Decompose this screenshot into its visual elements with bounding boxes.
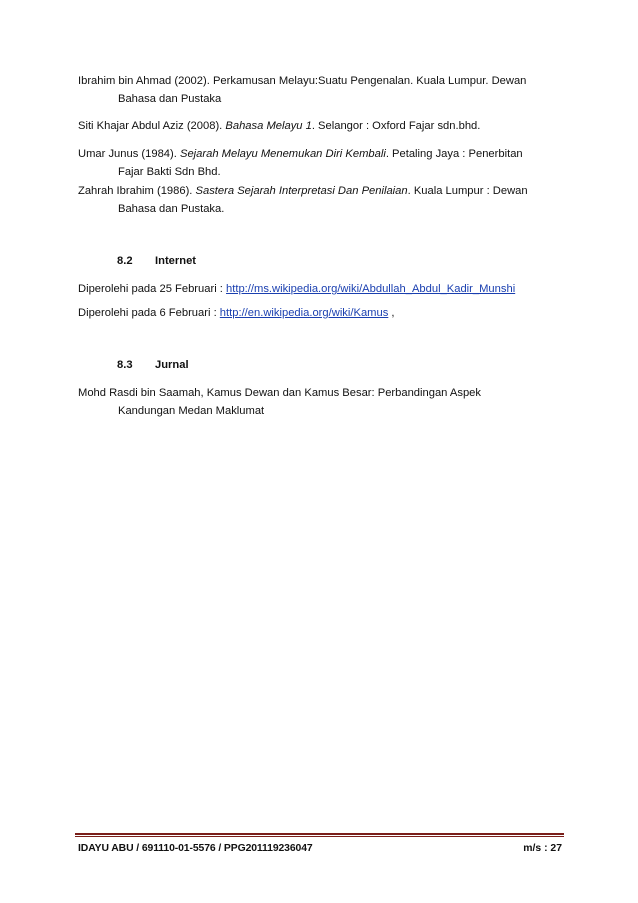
internet-entry-1 [78, 283, 515, 295]
entry-prefix: Diperolehi pada 25 Februari : [78, 283, 227, 295]
reference-text: Siti Khajar Abdul Aziz (2008). [78, 120, 226, 132]
reference-umar [78, 145, 568, 181]
reference-title: Bahasa Melayu 1 [225, 120, 312, 132]
reference-continuation: Bahasa dan Pustaka. [118, 203, 225, 215]
reference-ibrahim [78, 72, 568, 108]
jurnal-entry [78, 384, 568, 420]
link-wikipedia-abdullah[interactable]: http://ms.wikipedia.org/wiki/Abdullah_Abdul_Kadir_Munshi [226, 283, 516, 295]
reference-text: Zahrah Ibrahim (1986). [78, 185, 196, 197]
section-title: Internet [155, 255, 197, 267]
footer-rule [75, 833, 564, 835]
section-heading-internet [117, 255, 196, 267]
reference-publisher: . Kuala Lumpur : Dewan [407, 185, 528, 197]
entry-prefix: Diperolehi pada 6 Februari : [78, 307, 220, 319]
footer-rule-thin [75, 836, 564, 837]
reference-title: Sejarah Melayu Menemukan Diri Kembali [179, 148, 386, 160]
entry-suffix: , [388, 307, 395, 319]
section-number: 8.2 [117, 255, 133, 267]
reference-continuation: Bahasa dan Pustaka [118, 93, 222, 105]
reference-text: Ibrahim bin Ahmad (2002). Perkamusan Melayu:Suatu Pengenalan. Kuala Lumpur. Dewan [78, 75, 527, 87]
reference-siti [78, 117, 568, 135]
jurnal-text: Mohd Rasdi bin Saamah, Kamus Dewan dan Kamus Besar: Perbandingan Aspek [78, 387, 481, 399]
reference-zahrah [78, 182, 568, 218]
footer-page-number: m/s : 27 [523, 843, 562, 854]
section-title: Jurnal [155, 359, 189, 371]
reference-continuation: Fajar Bakti Sdn Bhd. [118, 166, 221, 178]
reference-title: Sastera Sejarah Interpretasi Dan Penilaian [195, 185, 408, 197]
section-number: 8.3 [117, 359, 133, 371]
reference-text: Umar Junus (1984). [78, 148, 180, 160]
reference-publisher: . Petaling Jaya : Penerbitan [385, 148, 523, 160]
link-wikipedia-kamus[interactable]: http://en.wikipedia.org/wiki/Kamus [219, 307, 389, 319]
internet-entry-2 [78, 307, 395, 319]
reference-publisher: . Selangor : Oxford Fajar sdn.bhd. [311, 120, 481, 132]
section-heading-jurnal [117, 359, 189, 371]
jurnal-continuation: Kandungan Medan Maklumat [118, 405, 265, 417]
footer-author-info: IDAYU ABU / 691110-01-5576 / PPG201119236047 [78, 843, 313, 854]
